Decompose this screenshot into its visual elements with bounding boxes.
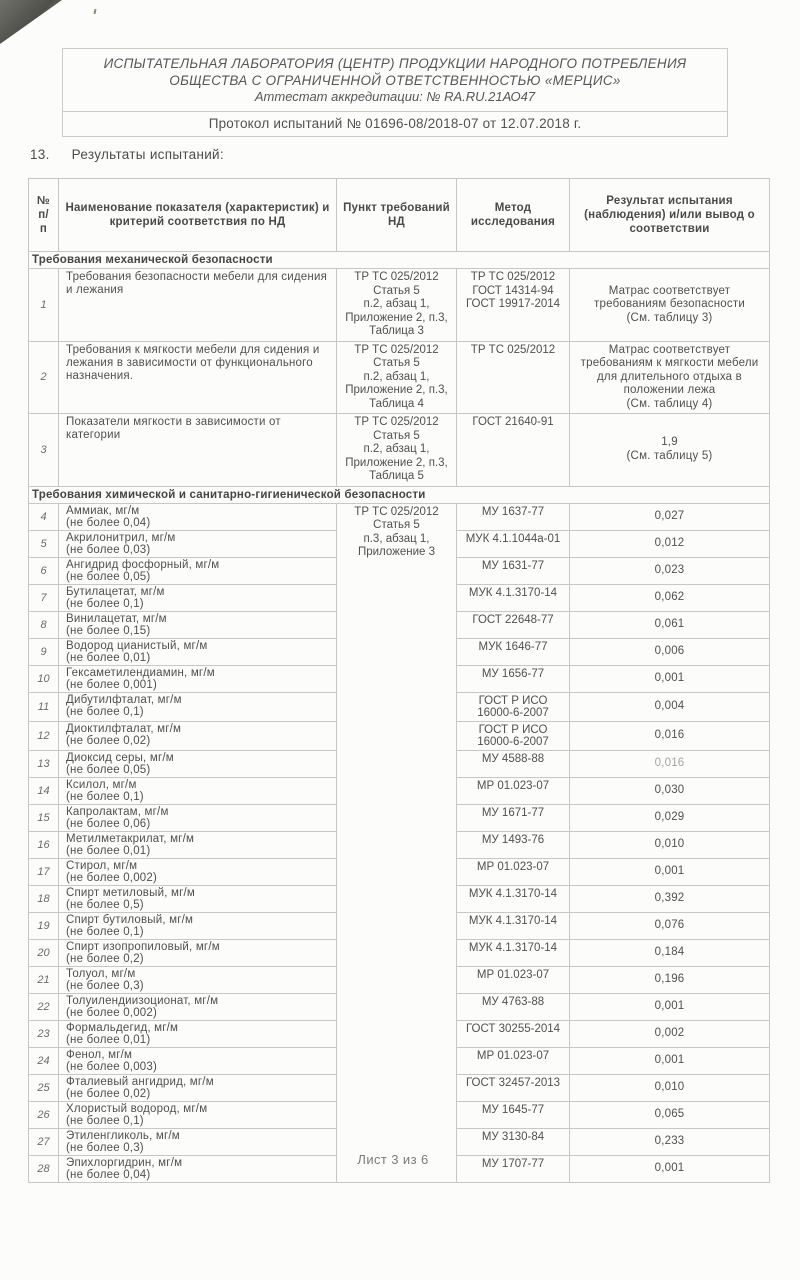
cell-substance-name [59,611,337,638]
cell-test-result: 0,061 [570,611,770,638]
cell-test-method: МУК 4.1.3170-14 [457,912,570,939]
cell-row-number: 5 [29,530,59,557]
cell-test-method: МР 01.023-07 [457,777,570,804]
cell-test-result: 0,001 [570,993,770,1020]
clause-line: Статья 5 [373,357,420,369]
cell-test-method [457,269,570,342]
section-number: 13. [30,147,50,162]
cell-row-number: 2 [29,341,59,414]
cell-test-method: МР 01.023-07 [457,966,570,993]
clause-line: Приложение 2, п.3, [345,311,448,324]
cell-substance-name [59,858,337,885]
cell-substance-name [59,1128,337,1155]
cell-row-number: 12 [29,721,59,750]
substance-name: Спирт изопропиловый, мг/м [66,940,220,953]
cell-row-number: 24 [29,1047,59,1074]
cell-row-number: 4 [29,503,59,530]
cell-test-result: 0,196 [570,966,770,993]
cell-substance-name [59,692,337,721]
substance-limit: (не более 0,03) [66,543,151,556]
result-line: Матрас соответствует [608,343,731,356]
cell-test-result: 0,233 [570,1128,770,1155]
cell-test-method [457,414,570,487]
cell-test-method: МУ 1637-77 [457,503,570,530]
cell-substance-name [59,993,337,1020]
substance-name: Эпихлоргидрин, мг/м [66,1156,183,1169]
cell-requirement-clause [337,341,457,414]
cell-substance-name [59,1047,337,1074]
cell-substance-name [59,1074,337,1101]
results-table [28,178,770,1183]
cell-test-result: 0,392 [570,885,770,912]
substance-limit: (не более 0,05) [66,570,151,583]
page-number-footer: Лист 3 из 6 [357,1152,429,1167]
clause-line: ТР ТС 025/2012 [354,416,439,428]
section-row-mechanical [29,252,770,269]
clause-line: Приложение 3 [357,546,436,558]
cell-test-method: ГОСТ 32457-2013 [457,1074,570,1101]
substance-limit: (не более 0,1) [66,705,144,718]
cell-test-result: 0,010 [570,1074,770,1101]
cell-test-result: 0,001 [570,665,770,692]
protocol-number-line: Протокол испытаний № 01696-08/2018-07 от 12.07.2018 г. [63,111,727,136]
cell-test-result: 0,001 [570,1047,770,1074]
cell-substance-name [59,503,337,530]
clause-line: Статья 5 [373,519,420,531]
cell-test-result: 0,027 [570,503,770,530]
table-row [29,341,770,414]
cell-row-number: 28 [29,1155,59,1182]
cell-test-result: 0,030 [570,777,770,804]
cell-substance-name [59,721,337,750]
cell-test-result: 0,001 [570,858,770,885]
cell-test-method: МУК 1646-77 [457,638,570,665]
cell-row-number: 10 [29,665,59,692]
cell-test-method [457,341,570,414]
cell-row-number: 18 [29,885,59,912]
cell-test-method: ГОСТ 30255-2014 [457,1020,570,1047]
cell-substance-name [59,885,337,912]
substance-limit: (не более 0,001) [66,678,158,691]
scan-speck [94,9,97,14]
method-line: ТР ТС 025/2012 [470,271,556,283]
cell-row-number: 9 [29,638,59,665]
cell-test-method: ГОСТ Р ИСО 16000-6-2007 [457,692,570,721]
lab-name-line-1: ИСПЫТАТЕЛЬНАЯ ЛАБОРАТОРИЯ (ЦЕНТР) ПРОДУКЦИИ НАРОДНОГО ПОТРЕБЛЕНИЯ [103,56,687,71]
cell-substance-name [59,966,337,993]
lab-name-line-2: ОБЩЕСТВА С ОГРАНИЧЕННОЙ ОТВЕТСТВЕННОСТЬЮ «МЕРЦИС» [169,72,621,88]
results-table-wrapper [28,178,769,1183]
cell-test-method: МР 01.023-07 [457,858,570,885]
substance-name: Ксилол, мг/м [66,778,137,791]
substance-name: Дибутилфталат, мг/м [66,693,182,706]
col-header-method: Метод исследования [457,179,570,252]
clause-line: Приложение 2, п.3, [345,456,448,469]
cell-substance-name [59,912,337,939]
cell-test-method: МУ 4763-88 [457,993,570,1020]
cell-substance-name [59,939,337,966]
result-line: требованиям к мягкости мебели [580,357,759,369]
cell-row-number: 27 [29,1128,59,1155]
substance-limit: (не более 0,02) [66,734,151,747]
substance-name: Толуилендиизоционат, мг/м [66,994,219,1007]
cell-test-result: 0,010 [570,831,770,858]
cell-test-result: 0,065 [570,1101,770,1128]
cell-test-method: МУК 4.1.1044а-01 [457,530,570,557]
cell-row-number: 14 [29,777,59,804]
cell-test-method: МУК 4.1.3170-14 [457,584,570,611]
cell-test-result: 0,001 [570,1155,770,1182]
cell-test-method: МУ 1671-77 [457,804,570,831]
col-header-punkt: Пункт требований НД [337,179,457,252]
cell-test-method: ГОСТ 22648-77 [457,611,570,638]
cell-test-result: 0,029 [570,804,770,831]
result-line: (См. таблицу 4) [626,397,713,410]
col-header-result: Результат испытания (наблюдения) и/или вывод о соответствии [570,179,770,252]
cell-test-method: МУК 4.1.3170-14 [457,939,570,966]
substance-name: Диоксид серы, мг/м [66,751,174,764]
cell-test-result [570,341,770,414]
cell-test-method: МУ 4588-88 [457,750,570,777]
cell-test-result [570,269,770,342]
substance-limit: (не более 0,1) [66,925,144,938]
clause-line: п.2, абзац 1, [363,298,430,310]
col-header-name: Наименование показателя (характеристик) и критерий соответствия по НД [59,179,337,252]
substance-name: Водород цианистый, мг/м [66,639,208,652]
cell-test-method: МУ 1631-77 [457,557,570,584]
result-line: Матрас соответствует [608,284,731,297]
cell-test-result: 0,012 [570,530,770,557]
substance-limit: (не более 0,003) [66,1060,158,1073]
clause-line: Статья 5 [373,429,420,442]
clause-line: ТР ТС 025/2012 [354,271,439,283]
cell-test-method: ГОСТ Р ИСО 16000-6-2007 [457,721,570,750]
page-corner-fold [0,0,62,44]
cell-substance-name [59,1020,337,1047]
substance-name: Этиленгликоль, мг/м [66,1129,180,1142]
cell-row-number: 13 [29,750,59,777]
cell-row-number: 23 [29,1020,59,1047]
substance-name: Формальдегид, мг/м [66,1021,179,1034]
substance-limit: (не более 0,3) [66,1141,144,1154]
substance-name: Фенол, мг/м [66,1048,133,1061]
substance-name: Ангидрид фосфорный, мг/м [66,558,220,571]
substance-name: Гексаметилендиамин, мг/м [66,666,215,679]
substance-limit: (не более 0,1) [66,790,144,803]
cell-row-number: 20 [29,939,59,966]
substance-name: Аммиак, мг/м [66,504,140,517]
substance-name: Винилацетат, мг/м [66,612,167,625]
cell-substance-name [59,1101,337,1128]
section-title-mechanical: Требования механической безопасности [29,252,770,269]
cell-test-result [570,414,770,487]
clause-line: ТР ТС 025/2012 [354,505,439,518]
substance-limit: (не более 0,04) [66,1168,151,1181]
cell-test-result: 0,004 [570,692,770,721]
substance-name: Спирт бутиловый, мг/м [66,913,194,926]
substance-limit: (не более 0,04) [66,516,151,529]
table-header-row [29,179,770,252]
substance-limit: (не более 0,01) [66,844,151,857]
clause-line: Статья 5 [373,284,420,297]
substance-limit: (не более 0,002) [66,1006,158,1019]
cell-row-number: 3 [29,414,59,487]
substance-limit: (не более 0,1) [66,1114,144,1127]
cell-substance-name [59,557,337,584]
cell-row-number: 15 [29,804,59,831]
accreditation-header-box [62,48,728,137]
cell-row-number: 26 [29,1101,59,1128]
substance-name: Спирт метиловый, мг/м [66,886,195,899]
cell-requirement-clause [337,414,457,487]
cell-test-method: МУ 1656-77 [457,665,570,692]
clause-line: п.3, абзац 1, [363,532,430,545]
clause-line: Приложение 2, п.3, [345,384,448,396]
cell-test-method: МУ 1493-76 [457,831,570,858]
substance-limit: (не более 0,01) [66,1033,151,1046]
cell-row-number: 17 [29,858,59,885]
table-row [29,269,770,342]
substance-name: Толуол, мг/м [66,967,136,980]
clause-line: Таблица 3 [369,325,424,337]
method-line: ГОСТ 19917-2014 [465,298,561,310]
cell-row-number: 22 [29,993,59,1020]
cell-row-number: 6 [29,557,59,584]
substance-name: Метилметакрилат, мг/м [66,832,195,845]
result-line: для длительного отдыха в [597,370,742,383]
section-row-chemical [29,486,770,503]
result-line: 1,9 [661,436,678,449]
clause-line: Таблица 5 [369,470,424,482]
substance-limit: (не более 0,02) [66,1087,151,1100]
cell-test-method: МУК 4.1.3170-14 [457,885,570,912]
clause-line: п.2, абзац 1, [363,370,430,383]
substance-limit: (не более 0,002) [66,871,158,884]
cell-substance-name [59,584,337,611]
substance-name: Фталиевый ангидрид, мг/м [66,1075,214,1088]
section-title: Результаты испытаний: [71,147,224,162]
cell-substance-name [59,530,337,557]
cell-row-number: 1 [29,269,59,342]
cell-substance-name [59,665,337,692]
cell-test-method: МУ 1645-77 [457,1101,570,1128]
substance-limit: (не более 0,15) [66,624,151,637]
result-line: (См. таблицу 5) [626,449,713,462]
cell-substance-name [59,777,337,804]
cell-test-result: 0,016 [570,750,770,777]
cell-row-number: 11 [29,692,59,721]
section-title-chemical: Требования химической и санитарно-гигиенической безопасности [29,486,770,503]
cell-row-number: 8 [29,611,59,638]
cell-row-number: 16 [29,831,59,858]
table-row [29,503,770,530]
cell-row-number: 21 [29,966,59,993]
cell-test-result: 0,016 [570,721,770,750]
cell-test-result: 0,023 [570,557,770,584]
cell-indicator-name: Требования к мягкости мебели для сидения и лежания в зависимости от функционального назначения. [59,341,337,414]
cell-test-method: МР 01.023-07 [457,1047,570,1074]
result-line: положении лежа [623,384,716,396]
method-line: ГОСТ 14314-94 [472,284,554,297]
substance-limit: (не более 0,06) [66,817,151,830]
substance-limit: (не более 0,01) [66,651,151,664]
cell-requirement-clause [337,269,457,342]
accreditation-number: Аттестат аккредитации: № RA.RU.21АО47 [254,89,536,104]
cell-requirement-clause-merged [337,503,457,1182]
substance-name: Хлористый водород, мг/м [66,1102,208,1115]
substance-name: Акрилонитрил, мг/м [66,531,176,544]
result-line: требованиям безопасности [594,298,745,310]
cell-test-result: 0,076 [570,912,770,939]
cell-test-result: 0,184 [570,939,770,966]
cell-row-number: 25 [29,1074,59,1101]
cell-substance-name [59,638,337,665]
cell-substance-name [59,750,337,777]
clause-line: п.2, абзац 1, [363,443,430,455]
substance-name: Стирол, мг/м [66,859,138,872]
clause-line: Таблица 4 [369,397,424,410]
substance-limit: (не более 0,3) [66,979,144,992]
cell-row-number: 19 [29,912,59,939]
substance-name: Диоктилфталат, мг/м [66,722,182,735]
results-section-heading [30,147,224,162]
substance-limit: (не более 0,1) [66,597,144,610]
method-line: ГОСТ 21640-91 [472,416,554,428]
cell-row-number: 7 [29,584,59,611]
substance-name: Капролактам, мг/м [66,805,169,818]
cell-test-result: 0,062 [570,584,770,611]
method-line: ТР ТС 025/2012 [470,343,556,356]
substance-limit: (не более 0,2) [66,952,144,965]
cell-test-method: МУ 1707-77 [457,1155,570,1182]
col-header-num: № п/п [29,179,59,252]
cell-substance-name [59,804,337,831]
substance-limit: (не более 0,5) [66,898,144,911]
substance-name: Бутилацетат, мг/м [66,585,165,598]
cell-substance-name [59,831,337,858]
cell-indicator-name: Показатели мягкости в зависимости от категории [59,414,337,487]
cell-test-method: МУ 3130-84 [457,1128,570,1155]
substance-limit: (не более 0,05) [66,763,151,776]
table-row [29,414,770,487]
cell-test-result: 0,006 [570,638,770,665]
result-line: (См. таблицу 3) [626,311,713,324]
cell-test-result: 0,002 [570,1020,770,1047]
clause-line: ТР ТС 025/2012 [354,343,439,356]
cell-indicator-name: Требования безопасности мебели для сидения и лежания [59,269,337,342]
